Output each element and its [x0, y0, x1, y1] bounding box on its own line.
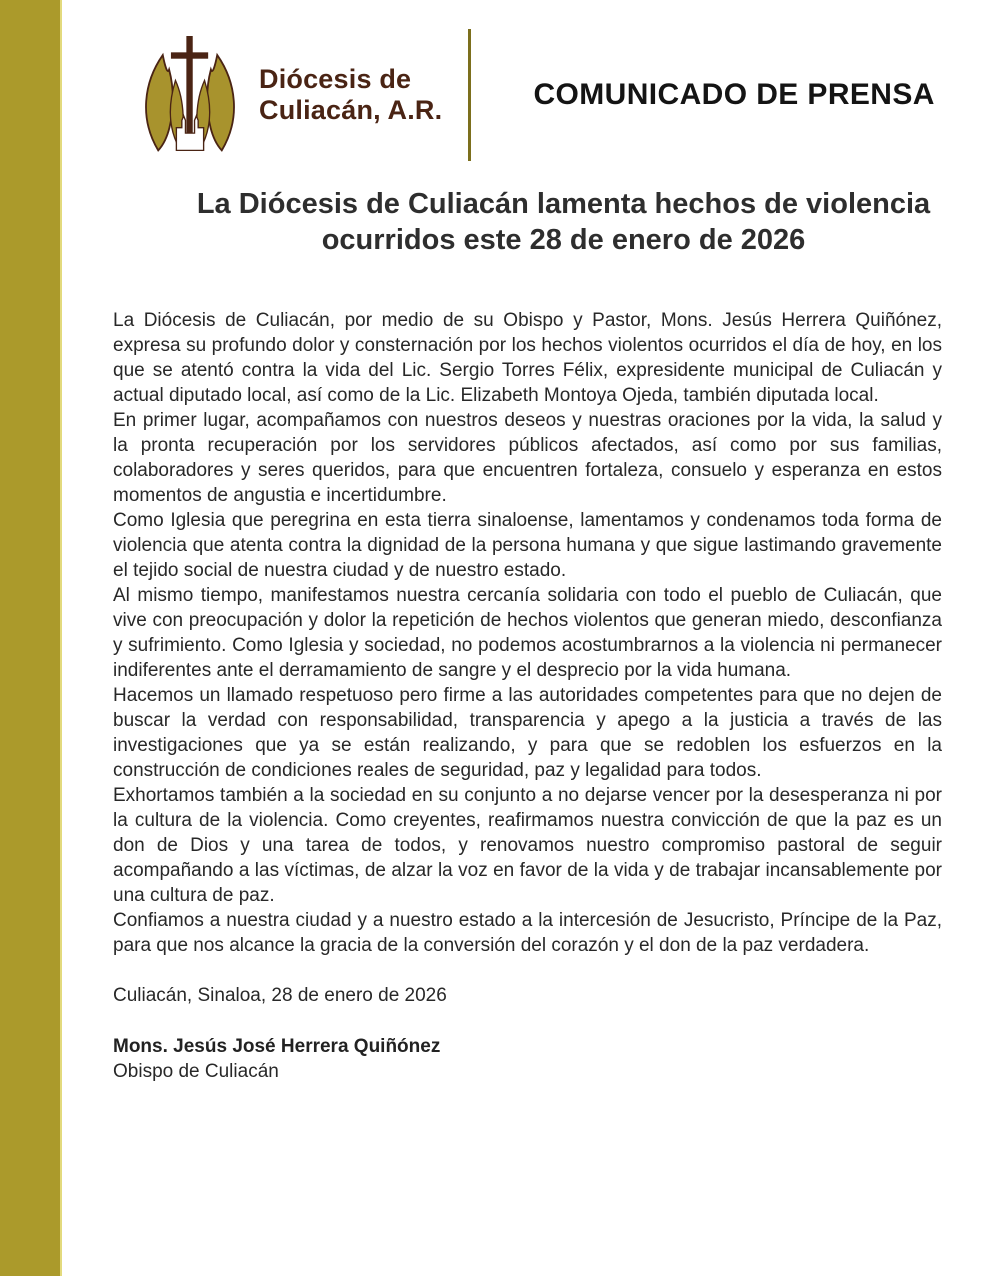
signature-title: Obispo de Culiacán: [113, 1061, 279, 1082]
diocese-logo: [113, 29, 442, 161]
diocese-crest-icon: [131, 29, 249, 161]
logo-text-line1: Diócesis de: [259, 64, 412, 94]
logo-text-line2: Culiacán, A.R.: [259, 95, 443, 125]
dateline: Culiacán, Sinaloa, 28 de enero de 2026: [113, 985, 447, 1006]
paragraph-4: Al mismo tiempo, manifestamos nuestra cercanía solidaria con todo el pueblo de Culiacán, que vive con preocupación y dolor la repetición de hechos violentos que generan miedo, desconfianza y sufrimiento. Como Iglesia y sociedad, no podemos acostumbrarnos a la violencia ni permanecer indiferentes ante el derramamiento de sangre y el desprecio por la vida humana.: [113, 585, 942, 681]
body-text: [113, 308, 942, 958]
paragraph-7: Confiamos a nuestra ciudad y a nuestro estado a la intercesión de Jesucristo, Príncipe de la Paz, para que nos alcance la gracia de la conversión del corazón y el don de la paz verdadera.: [113, 910, 942, 956]
paragraph-6: Exhortamos también a la sociedad en su conjunto a no dejarse vencer por la desesperanza ni por la cultura de la violencia. Como creyentes, reafirmamos nuestra convicción de que la paz es un don de Dios y una tarea de todos, y renovamos nuestro compromiso pastoral de seguir acompañando a las víctimas, de alzar la voz en favor de la vida y de trabajar incansablemente por una cultura de paz.: [113, 785, 942, 906]
left-gold-band: [0, 0, 62, 1276]
logo-wordmark: [259, 64, 442, 126]
paragraph-2: En primer lugar, acompañamos con nuestros deseos y nuestras oraciones por la vida, la salud y la pronta recuperación por los servidores públicos afectados, así como por sus familias, colaboradores y seres queridos, para que encuentren fortaleza, consuelo y esperanza en estos momentos de angustia e incertidumbre.: [113, 410, 942, 506]
paragraph-3: Como Iglesia que peregrina en esta tierra sinaloense, lamentamos y condenamos toda forma de violencia que atenta contra la dignidad de la persona humana y que sigue lastimando gravemente el tejido social de nuestra ciudad y de nuestro estado.: [113, 510, 942, 581]
headline: La Diócesis de Culiacán lamenta hechos de violencia ocurridos este 28 de enero de 2026: [196, 188, 931, 256]
signature-name: Mons. Jesús José Herrera Quiñónez: [113, 1036, 441, 1057]
paragraph-1: La Diócesis de Culiacán, por medio de su Obispo y Pastor, Mons. Jesús Herrera Quiñónez, expresa su profundo dolor y consternación por los hechos violentos ocurridos el día de hoy, en los que se atentó contra la vida del Lic. Sergio Torres Félix, expresidente municipal de Culiacán y actual diputado local, así como de la Lic. Elizabeth Montoya Ojeda, también diputada local.: [113, 310, 942, 406]
document-type-title: COMUNICADO DE PRENSA: [533, 78, 935, 111]
paragraph-5: Hacemos un llamado respetuoso pero firme a las autoridades competentes para que no dejen de buscar la verdad con responsabilidad, transparencia y apego a la justicia a través de las investigaciones que ya se están realizando, y para que se redoblen los esfuerzos en la construcción de condiciones reales de seguridad, paz y legalidad para todos.: [113, 685, 942, 781]
document-content: [113, 0, 942, 1084]
signature-block: [113, 1034, 942, 1084]
masthead: [113, 26, 942, 164]
